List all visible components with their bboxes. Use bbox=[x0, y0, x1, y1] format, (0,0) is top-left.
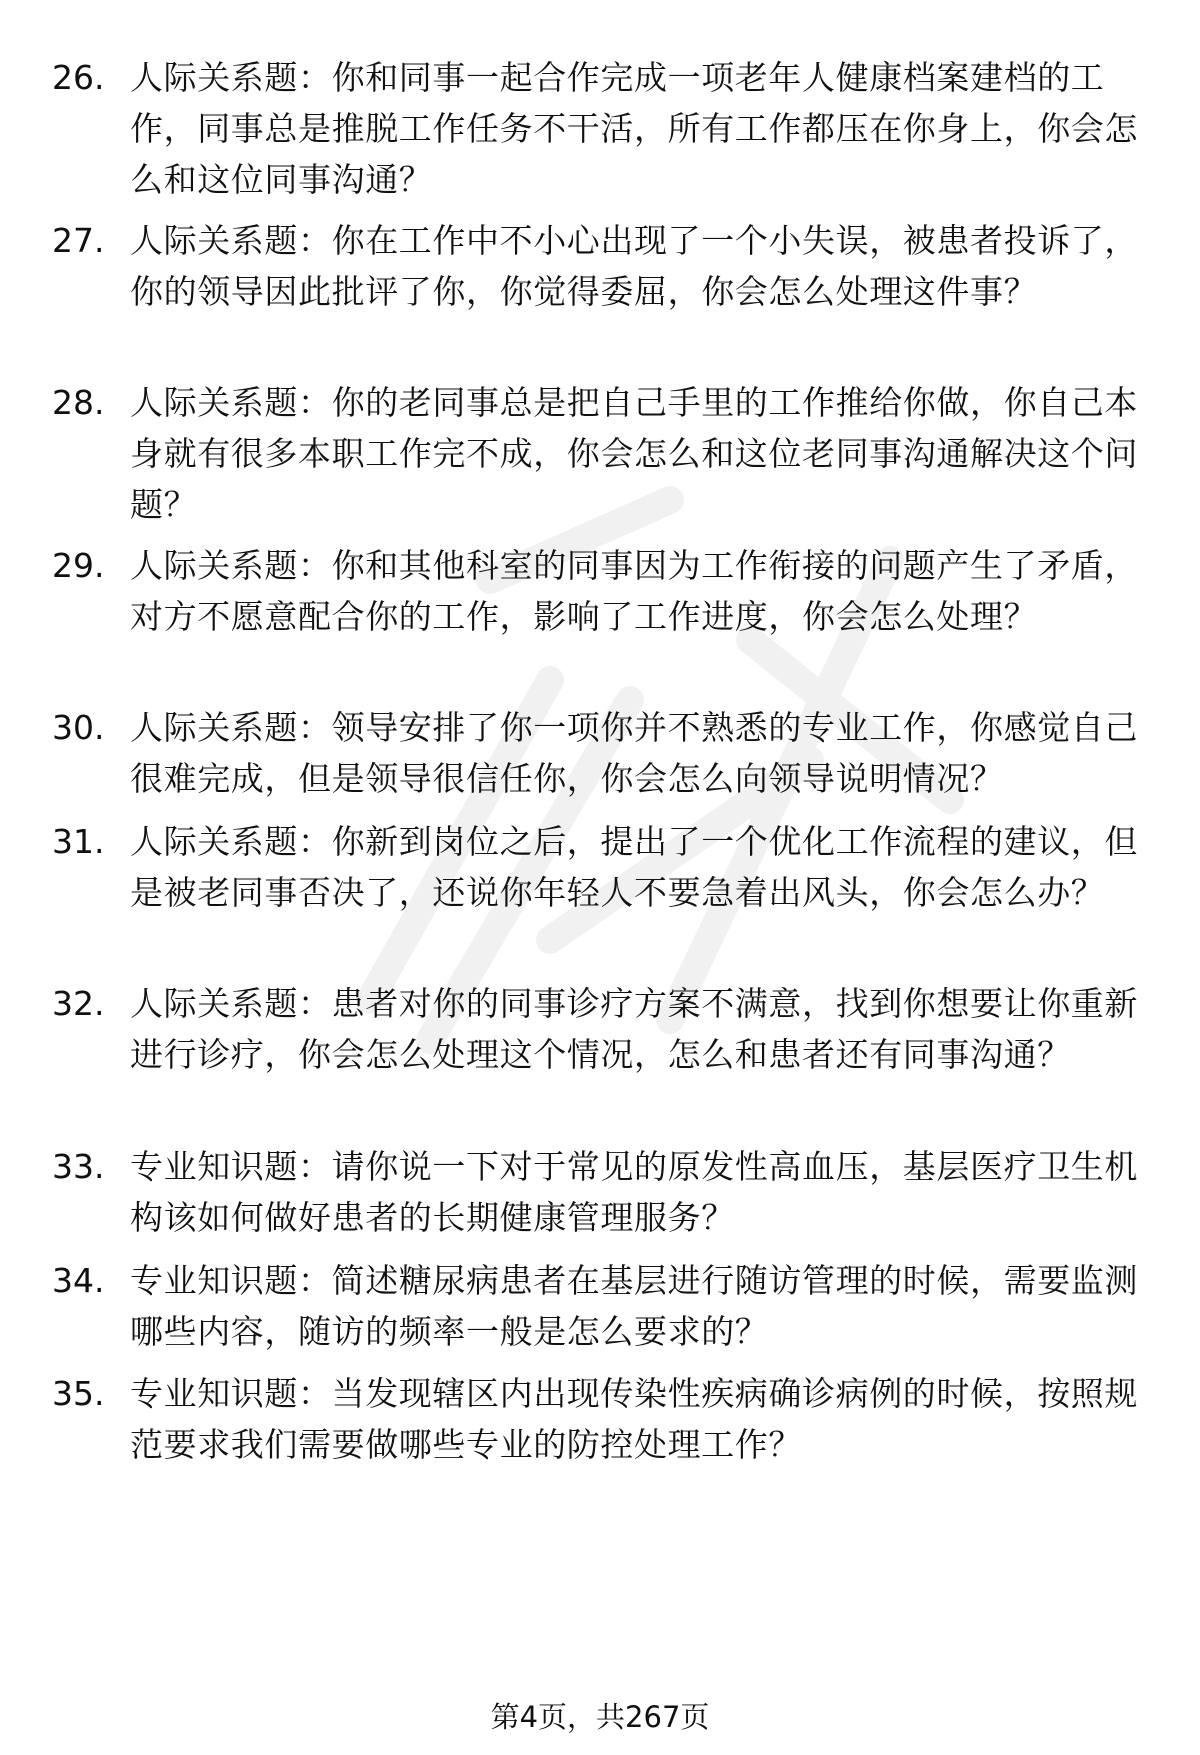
question-text: 人际关系题：你和其他科室的同事因为工作衔接的问题产生了矛盾，对方不愿意配合你的工作，影响了工作进度，你会怎么处理？ bbox=[130, 546, 1138, 636]
question-number: 33. bbox=[52, 1147, 105, 1186]
question-text: 专业知识题：当发现辖区内出现传染性疾病确诊病例的时候，按照规范要求我们需要做哪些专业的防控处理工作？ bbox=[130, 1374, 1138, 1464]
question-text: 人际关系题：你和同事一起合作完成一项老年人健康档案建档的工作，同事总是推脱工作任务不干活，所有工作都压在你身上，你会怎么和这位同事沟通？ bbox=[130, 58, 1138, 199]
question-text: 人际关系题：你的老同事总是把自己手里的工作推给你做，你自己本身就有很多本职工作完不成，你会怎么和这位老同事沟通解决这个问题？ bbox=[130, 383, 1138, 524]
question-text: 人际关系题：患者对你的同事诊疗方案不满意，找到你想要让你重新进行诊疗，你会怎么处理这个情况，怎么和患者还有同事沟通？ bbox=[130, 984, 1138, 1074]
question-text: 人际关系题：你在工作中不小心出现了一个小失误，被患者投诉了，你的领导因此批评了你，你觉得委屈，你会怎么处理这件事？ bbox=[130, 221, 1138, 311]
question-text: 人际关系题：你新到岗位之后，提出了一个优化工作流程的建议，但是被老同事否决了，还说你年轻人不要急着出风头，你会怎么办？ bbox=[130, 822, 1138, 912]
question-number: 35. bbox=[52, 1374, 105, 1413]
question-number: 26. bbox=[52, 58, 105, 97]
question-text: 人际关系题：领导安排了你一项你并不熟悉的专业工作，你感觉自己很难完成，但是领导很信任你，你会怎么向领导说明情况？ bbox=[130, 708, 1138, 798]
question-number: 31. bbox=[52, 822, 105, 861]
question-number: 34. bbox=[52, 1261, 105, 1300]
question-number: 30. bbox=[52, 708, 105, 747]
question-number: 27. bbox=[52, 221, 105, 260]
question-text: 专业知识题：请你说一下对于常见的原发性高血压，基层医疗卫生机构该如何做好患者的长期健康管理服务？ bbox=[130, 1147, 1138, 1237]
question-number: 29. bbox=[52, 546, 105, 585]
question-number: 32. bbox=[52, 984, 105, 1023]
page-footer: 第4页，共267页 bbox=[490, 1700, 710, 1734]
question-text: 专业知识题：简述糖尿病患者在基层进行随访管理的时候，需要监测哪些内容，随访的频率一般是怎么要求的？ bbox=[130, 1261, 1138, 1351]
question-number: 28. bbox=[52, 383, 105, 422]
